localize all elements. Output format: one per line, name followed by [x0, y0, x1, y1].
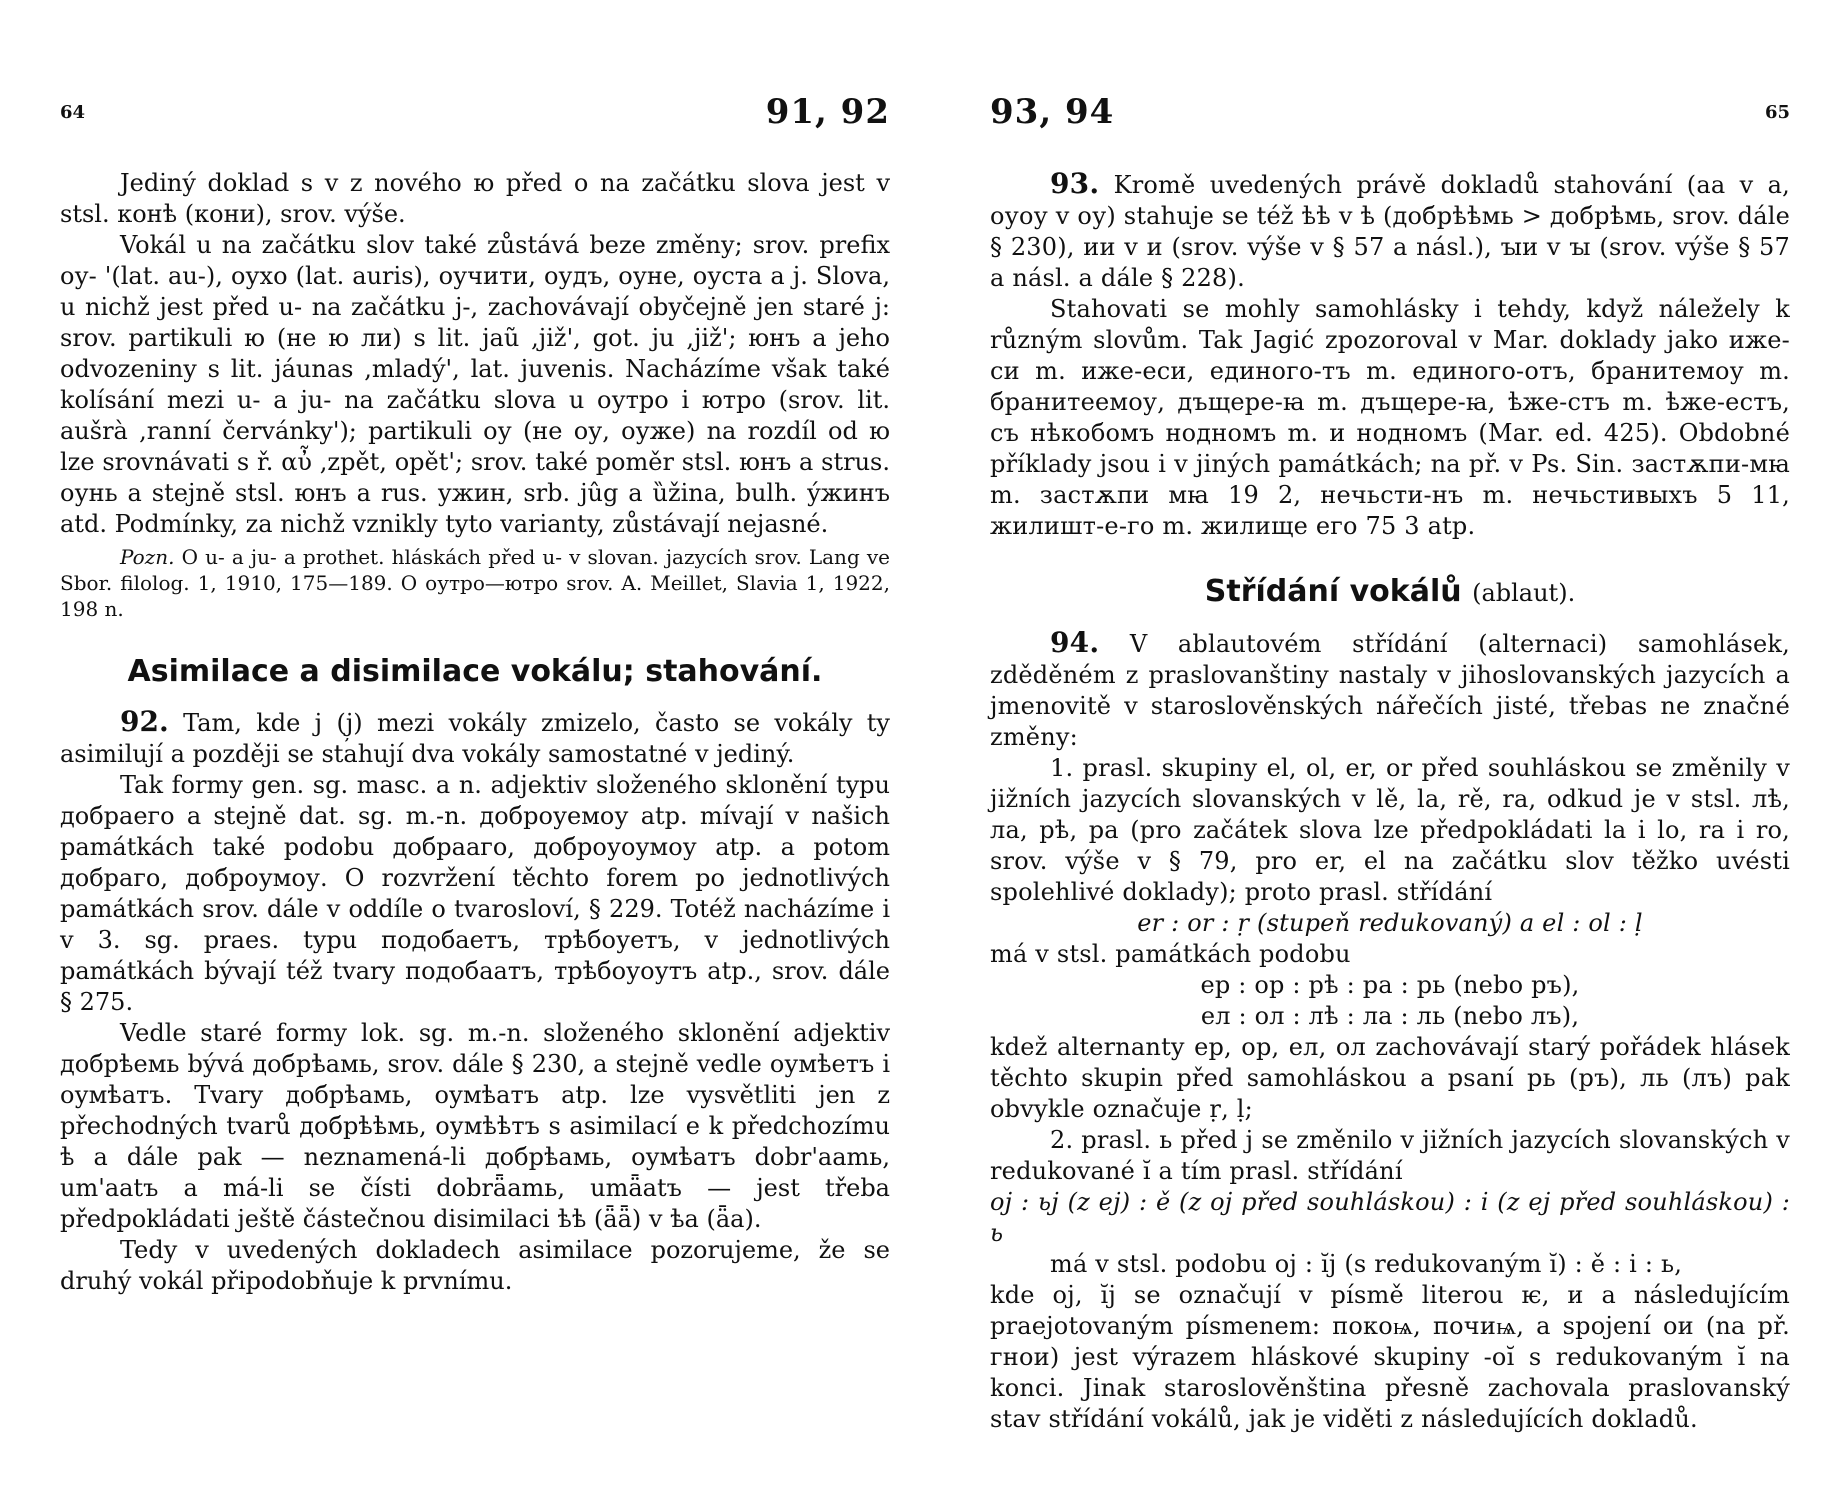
paragraph: kdež alternanty ер, ор, ел, ол zachovávají starý pořádek hlásek těchto skupin před samohláskou a psaní рь (ръ), ль (лъ) pak obvykle označuje ṛ, ḷ; — [990, 1033, 1790, 1123]
page-number: 65 — [1764, 102, 1790, 123]
paragraph-92: 92. Tam, kde j (j̦) mezi vokály zmizelo, často se vokály ty asimilují a později se stahují dva vokály samostatné v jediný. — [60, 705, 890, 768]
paragraph: má v stsl. podobu oj : ĭj (s redukovaným ĭ) : ě : i : ь, — [1050, 1250, 1683, 1278]
left-page-body — [60, 168, 890, 1297]
formula: ер : ор : рѣ : ра : рь (nebo ръ), — [1200, 971, 1580, 999]
paragraph: Vedle staré formy lok. sg. m.-n. složeného sklonění adjektiv добрѣемь bývá добрѣамь, srov. dále § 230, a stejně vedle оумѣетъ i оумѣатъ. Tvary добрѣамь, оумѣатъ atp. lze vysvětliti jen z přechodných tvarů добрѣѣмь, оумѣѣтъ s asimilací е k předchozímu ѣ a dále pak — neznamená-li добрѣамь, оумѣатъ dobr'aamь, um'aatъ a má-li se čísti dobrǟamь, umǟatъ — jest třeba předpokládati ještě částečnou disimilaci ѣѣ (ǟǟ) v ѣа (ǟa). — [60, 1019, 890, 1233]
section-header: 91, 92 — [765, 92, 890, 132]
footnote — [60, 544, 890, 622]
formula: ел : ол : лѣ : ла : ль (nebo лъ), — [1200, 1002, 1580, 1030]
section-heading: Střídání vokálů (ablaut). — [1204, 574, 1576, 609]
paragraph: má v stsl. památkách podobu — [990, 940, 1351, 968]
paragraph: kde oj, ĭj se označují v písmě literou ѥ, и a následujícím praejotovaným písmenem: покоѩ, почиѩ, a spojení ои (na př. гнои) jest výrazem hláskové skupiny -oĭ s redukovaným ĭ na konci. Jinak staroslověnština přesně zachovala praslovanský stav střídání vokálů, jak je viděti z následujících dokladů. — [990, 1281, 1790, 1433]
paragraph-number: 92. — [120, 705, 169, 738]
list-item: 1. prasl. skupiny el, ol, er, or před souhláskou se změnily v jižních jazycích slovanských v lě, la, rě, ra, odkud je v stsl. лѣ, ла, рѣ, ра (pro začátek slova lze předpokládati la i lo, ra i ro, srov. výše v § 79, pro er, el na začátku slov těžko uvésti spolehlivé doklady); proto prasl. střídání — [990, 754, 1790, 906]
note-text: O u- a ju- a prothet. hláskách před u- v slovan. jazycích srov. Lang ve Sbor. filolog. 1, 1910, 175—189. O оутро—ютро srov. A. Meillet, Slavia 1, 1922, 198 n. — [60, 545, 890, 621]
right-page — [990, 0, 1790, 1500]
section-header: 93, 94 — [990, 92, 1115, 132]
paragraph: Vokál u na začátku slov také zůstává beze změny; srov. prefix оу- '(lat. au-), оухо (lat. auris), оучити, оудъ, оуне, оуста a j. Slova, u nichž jest před u- na začátku j-, zachovávají obyčejně jen staré j: srov. partikuli ю (не ю ли) s lit. jaũ ,již', got. ju ,již'; юнъ a jeho odvozeniny s lit. jáunas ,mladý', lat. juvenis. Nacházíme však také kolísání mezi u- a ju- na začátku slova u оутро i ютро (srov. lit. aušrà ,ranní červánky'); partikuli оу (не оу, оуже) na rozdíl od ю lze srovnávati s ř. αὖ ,zpět, opět'; srov. také poměr stsl. юнъ a strus. оунь a stejně stsl. юнъ a rus. ужин, srb. jûg a ȕžina, bulh. ýжинъ atd. Podmínky, za nichž vznikly tyto varianty, zůstávají nejasné. — [60, 231, 890, 538]
paragraph: Stahovati se mohly samohlásky i tehdy, když náležely k různým slovům. Tak Jagić zpozoroval v Mar. doklady jako иже-си m. иже-еси, единого-тъ m. единого-отъ, бранитемоу m. бранитеемоу, дъщере-ꙗ m. дъщере-ꙗ, ѣже-стъ m. ѣже-естъ, съ нѣкобомъ нодномъ m. и нодномъ (Mar. ed. 425). Obdobné příklady jsou i v jiných památkách; na př. v Ps. Sin. застѫпи-мꙗ m. застѫпи мꙗ 19 2, нечьсти-нъ m. нечьстивыхъ 5 11, жилишт-е-го m. жилище его 75 3 atp. — [990, 295, 1790, 540]
right-page-header — [990, 92, 1790, 132]
left-page-header — [60, 92, 890, 132]
paragraph-94: 94. V ablautovém střídání (alternaci) samohlásek, zděděném z praslovanštiny nastaly v jihoslovanských jazycích a jmenovitě v staroslověnských nářečích jisté, třebas ne značné změny: — [990, 626, 1790, 751]
paragraph-number: 94. — [1050, 626, 1100, 659]
paragraph-93: 93. Kromě uvedených právě dokladů stahování (аа v а, оуоу v оу) stahuje se též ѣѣ v ѣ (добрѣѣмь > добрѣмь, srov. dále § 230), ии v и (srov. výše v § 57 a násl.), ꙑи v ꙑ (srov. výše § 57 a násl. a dále § 228). — [990, 167, 1790, 292]
note-label: Pozn. — [120, 545, 175, 569]
section-heading: Asimilace a disimilace vokálu; stahování. — [127, 654, 823, 689]
paragraph: Tak formy gen. sg. masc. a n. adjektiv složeného sklonění typu добраего a stejně dat. sg. m.-n. доброуемоу atp. mívají v našich památkách také podobu добрааго, доброуоумоу atp. a potom добраго, доброумоу. O rozvržení těchto forem po jednotlivých památkách srov. dále v oddíle o tvarosloví, § 229. Totéž nacházíme i v 3. sg. praes. typu подобаетъ, трѣбоуетъ, v jednotlivých památkách bývají též tvary подобаатъ, трѣбоуоутъ atp., srov. dále § 275. — [60, 771, 890, 1016]
formula: oj : ьj (z ej) : ě (z oj před souhláskou) : i (z ej před souhláskou) : ь — [990, 1188, 1790, 1247]
left-page — [60, 0, 890, 1500]
page-number: 64 — [60, 102, 86, 123]
list-item: 2. prasl. ь před j se změnilo v jižních jazycích slovanských v redukované ĭ a tím prasl. střídání — [990, 1126, 1790, 1185]
paragraph: Tedy v uvedených dokladech asimilace pozorujeme, že se druhý vokál připodobňuje k prvnímu. — [60, 1236, 890, 1295]
paragraph-number: 93. — [1050, 167, 1100, 200]
paragraph: Jediný doklad s v z nového ю před o na začátku slova jest v stsl. конѣ (кони), srov. výše. — [60, 169, 890, 228]
right-page-body — [990, 168, 1790, 1435]
formula: er : or : ṛ (stupeň redukovaný) a el : ol : ḷ — [1137, 909, 1643, 937]
